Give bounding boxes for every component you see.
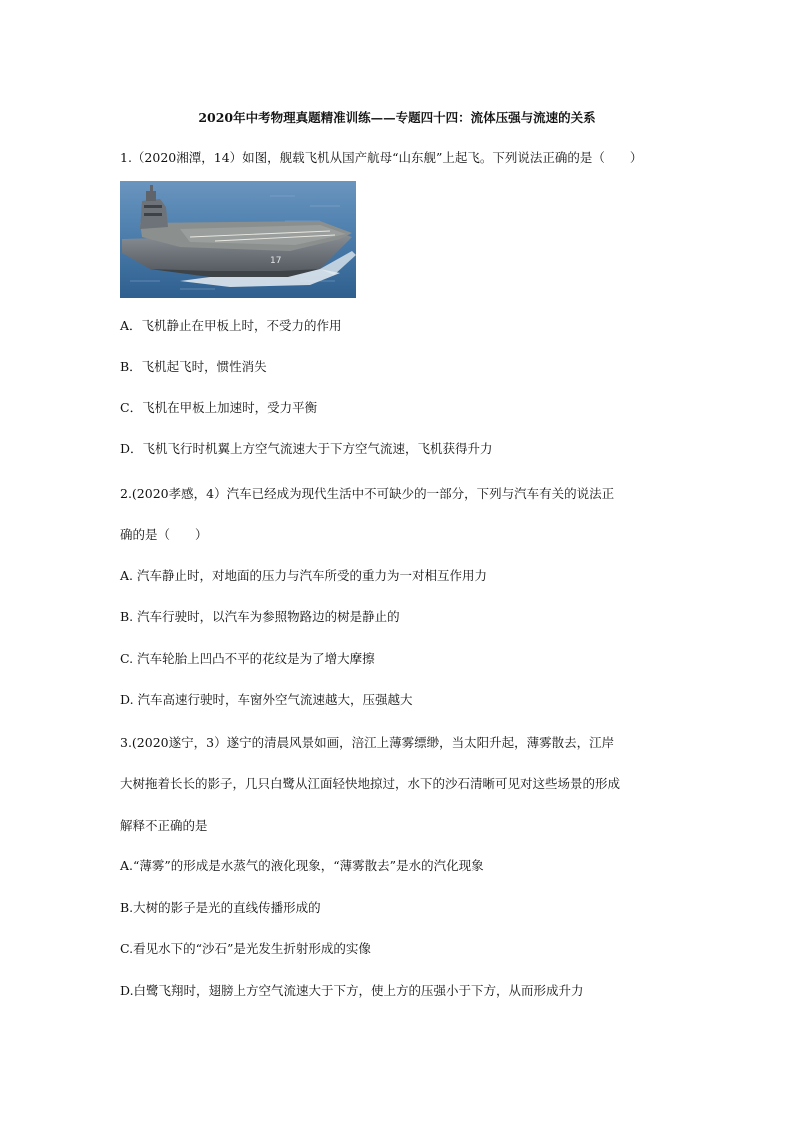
svg-text:17: 17 <box>270 256 282 266</box>
question-2-option-a: A. 汽车静止时，对地面的压力与汽车所受的重力为一对相互作用力 <box>120 568 487 583</box>
question-1-stem: 1.（2020湘潭，14）如图，舰载飞机从国产航母“山东舰”上起飞。下列说法正确的是（ ） <box>120 150 643 165</box>
question-1-option-d: D．飞机飞行时机翼上方空气流速大于下方空气流速，飞机获得升力 <box>120 441 493 456</box>
question-3-stem-line-1: 3.(2020遂宁，3）遂宁的清晨风景如画，涪江上薄雾缥缈，当太阳升起，薄雾散去，江岸 <box>120 735 615 750</box>
question-2-stem-line-2: 确的是（ ） <box>120 527 208 542</box>
question-1-option-b: B．飞机起飞时，惯性消失 <box>120 359 267 374</box>
question-3-stem-line-3: 解释不正确的是 <box>120 818 208 833</box>
question-2-option-d: D. 汽车高速行驶时，车窗外空气流速越大，压强越大 <box>120 692 413 707</box>
question-2-option-b: B. 汽车行驶时，以汽车为参照物路边的树是静止的 <box>120 609 400 624</box>
question-3-option-b: B.大树的影子是光的直线传播形成的 <box>120 900 321 915</box>
question-2-option-c: C. 汽车轮胎上凹凸不平的花纹是为了增大摩擦 <box>120 651 375 666</box>
question-2-stem-line-1: 2.(2020孝感，4）汽车已经成为现代生活中不可缺少的一部分，下列与汽车有关的说法正 <box>120 486 615 501</box>
question-3-stem-line-2: 大树拖着长长的影子，几只白鹭从江面轻快地掠过，水下的沙石清晰可见对这些场景的形成 <box>120 776 621 791</box>
question-3-option-c: C.看见水下的“沙石”是光发生折射形成的实像 <box>120 941 371 956</box>
question-1-option-a: A．飞机静止在甲板上时，不受力的作用 <box>120 318 342 333</box>
question-3-option-a: A.“薄雾”的形成是水蒸气的液化现象，“薄雾散去”是水的汽化现象 <box>120 858 484 873</box>
page-title: 2020年中考物理真题精准训练——专题四十四：流体压强与流速的关系 <box>198 110 596 125</box>
question-1-option-c: C．飞机在甲板上加速时，受力平衡 <box>120 400 318 415</box>
aircraft-carrier-photo <box>120 181 356 298</box>
question-3-option-d: D.白鹭飞翔时，翅膀上方空气流速大于下方，使上方的压强小于下方，从而形成升力 <box>120 983 584 998</box>
